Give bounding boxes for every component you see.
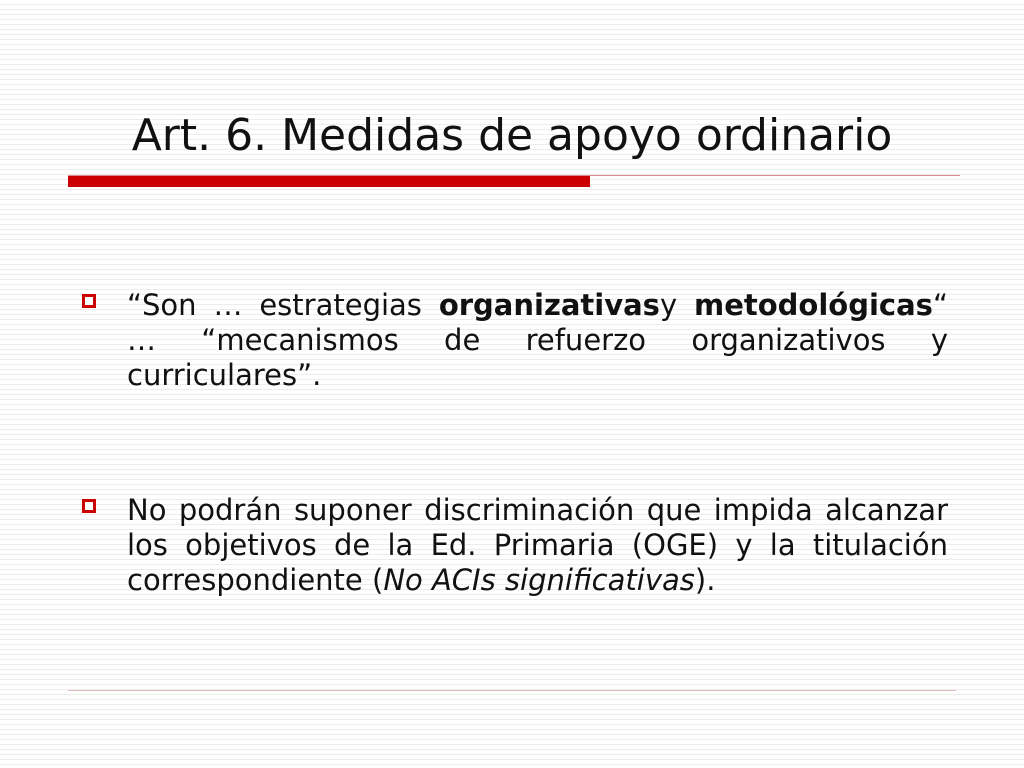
hollow-square-bullet-icon [82, 499, 96, 513]
bullet-2-part-1: No podrán suponer discriminación que impida alcanzar los objetivos de la Ed. Primaria (OGE) y la titulación correspondiente ( [127, 493, 948, 597]
bullet-1-bold-metodologicas: metodológicas [694, 288, 933, 322]
bullet-1-bold-organizativas: organizativas [438, 288, 660, 322]
bullet-text-1 [127, 288, 948, 393]
bullet-text-2 [127, 493, 948, 598]
slide-title: Art. 6. Medidas de apoyo ordinario [131, 110, 893, 161]
bullet-item-1 [82, 288, 948, 393]
bullet-1-part-1: “Son … estrategias [127, 288, 439, 322]
bullet-1-part-5: “ … “mecanismos de refuerzo organizativos y curriculares”. [127, 288, 948, 392]
bullet-2-part-3: ). [694, 563, 716, 597]
bullet-2-italic-no-acis: No ACIs significativas [383, 563, 695, 597]
footer-divider [68, 690, 956, 691]
hollow-square-bullet-icon [82, 294, 96, 308]
bullet-item-2 [82, 493, 948, 598]
bullet-1-part-3: y [659, 288, 694, 322]
title-underline-accent [68, 176, 590, 187]
